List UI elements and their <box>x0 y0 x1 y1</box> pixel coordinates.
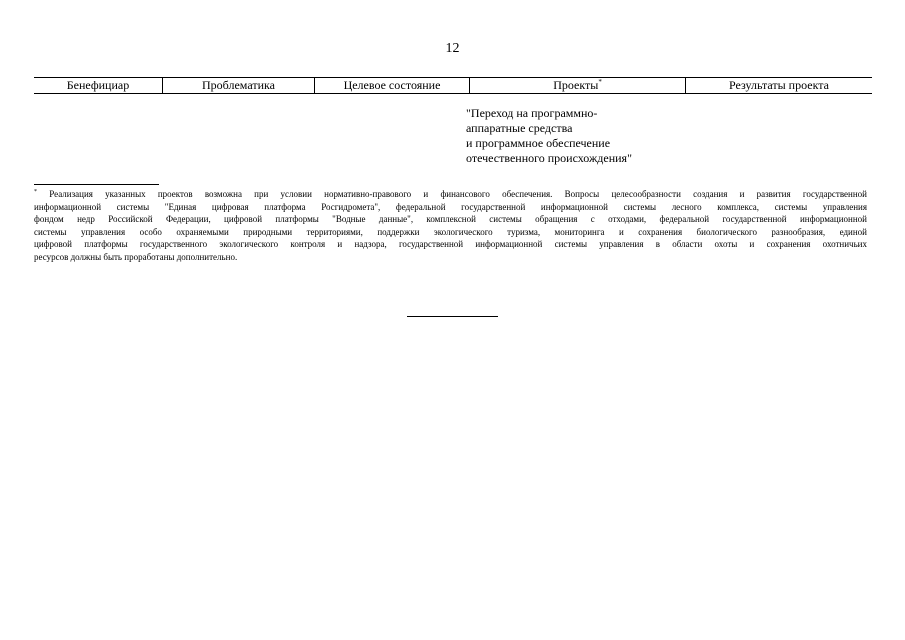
footnote-separator <box>34 184 159 185</box>
header-beneficiary: Бенефициар <box>34 78 163 93</box>
footnote-line <box>34 188 867 201</box>
footnote-line: цифровой платформы государственного экологического контроля и надзора, государственной информационной системы управления в области охоты и сохранения охотничьих <box>34 239 867 249</box>
header-problems: Проблематика <box>163 78 315 93</box>
footnote-mark: * <box>34 189 37 195</box>
header-projects-label: Проекты <box>553 78 599 92</box>
project-cell <box>466 106 726 166</box>
end-separator <box>407 316 498 317</box>
header-target-state: Целевое состояние <box>315 78 470 93</box>
footnote-line: информационной системы "Единая цифровая платформа Росгидромета", федеральной государственной информационной системы лесного комплекса, системы управления <box>34 201 867 212</box>
project-cell-line: "Переход на программно- <box>466 106 598 120</box>
footnote-line: системы управления особо охраняемыми природными территориями, поддержки экологического туризма, мониторинга и сохранения биологического разнообразия, единой <box>34 226 867 237</box>
footnote-line-text: Реализация указанных проектов возможна при условии нормативно-правового и финансового обеспечения. Вопросы целесообразности создания и развития государственной <box>49 189 868 199</box>
footnote-line: фондом недр Российской Федерации, цифровой платформы "Водные данные", комплексной системы обращения с отходами, федеральной государственной информационной <box>34 214 867 224</box>
header-projects-footnote-mark: * <box>598 78 602 86</box>
footnote <box>34 188 867 263</box>
project-cell-line: аппаратные средства <box>466 121 573 135</box>
header-projects <box>470 78 686 93</box>
table-header <box>34 77 872 94</box>
project-cell-line: отечественного происхождения" <box>466 151 632 165</box>
page-number: 12 <box>445 41 460 56</box>
header-project-results: Результаты проекта <box>729 78 829 92</box>
footnote-line: ресурсов должны быть проработаны дополнительно. <box>34 251 238 262</box>
project-cell-line: и программное обеспечение <box>466 136 611 150</box>
